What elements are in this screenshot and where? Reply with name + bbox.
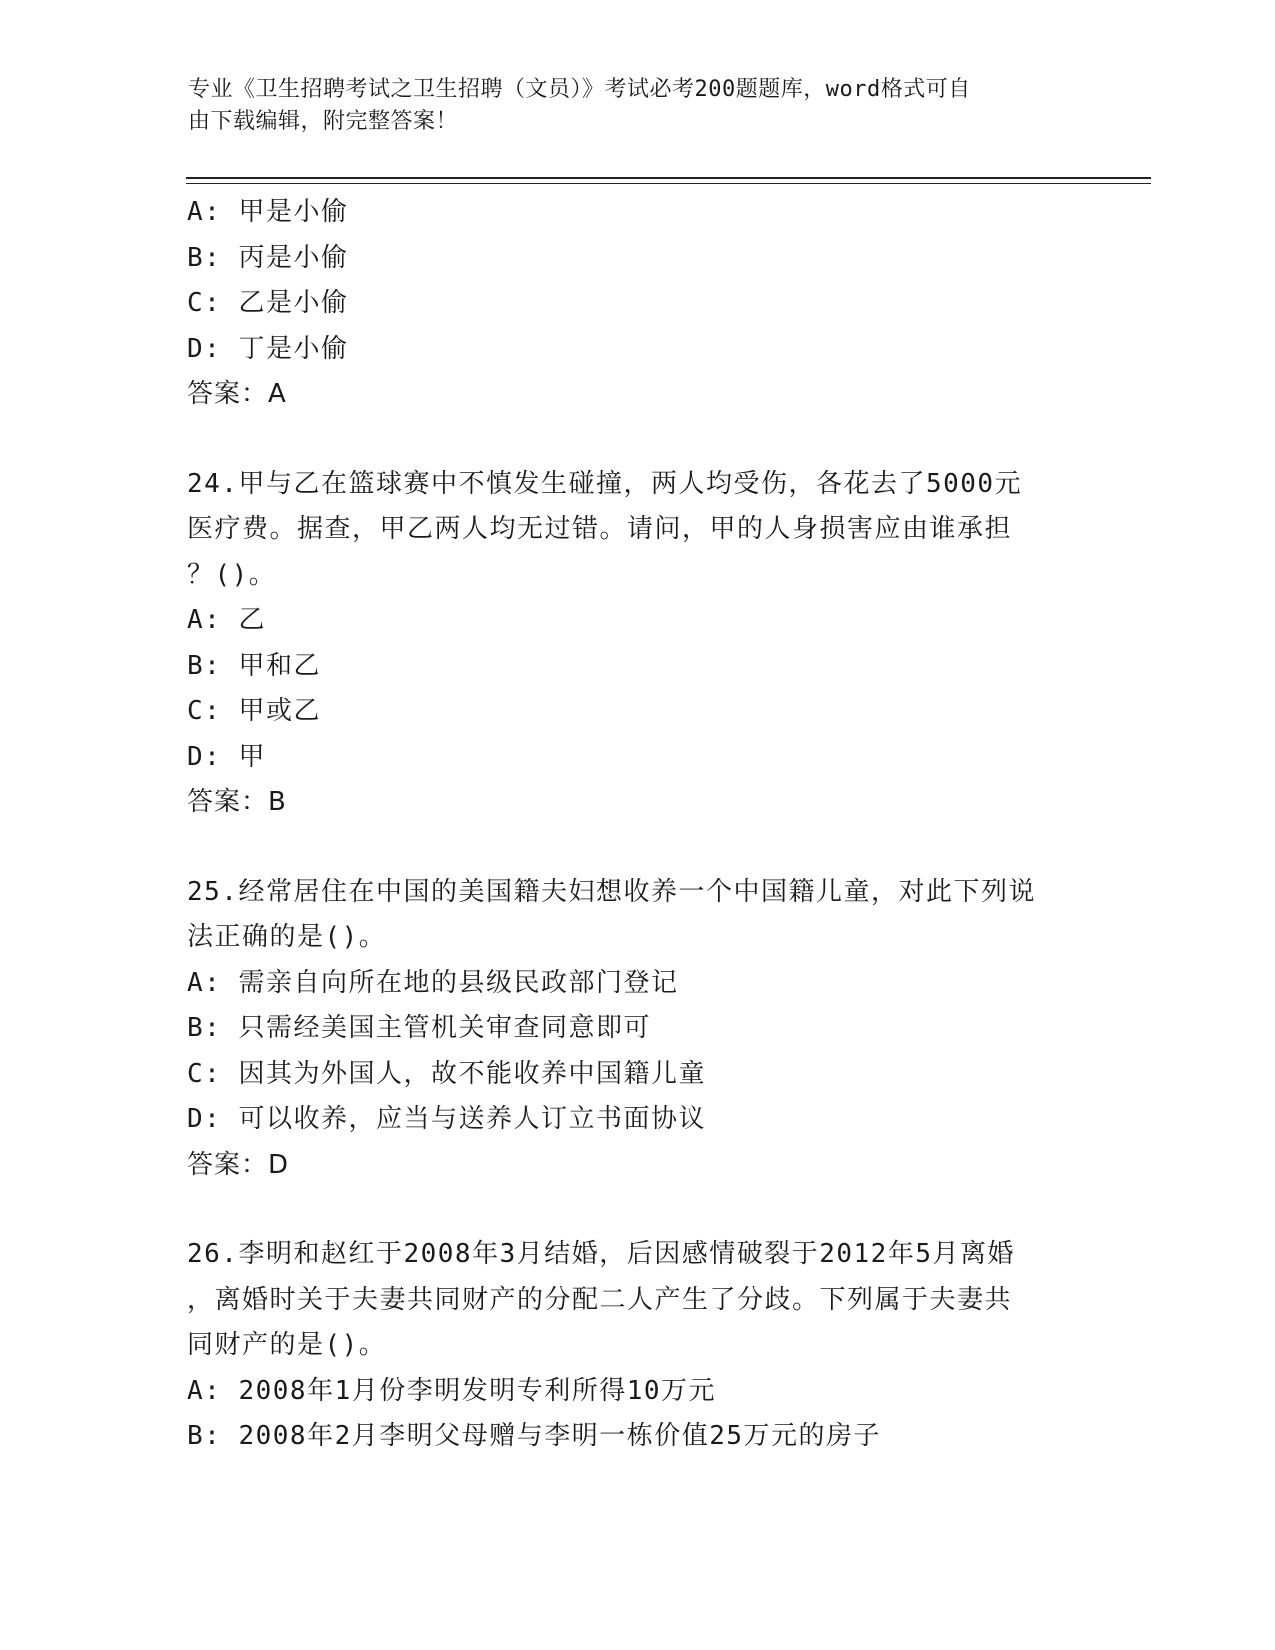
option-c: C: 乙是小偷 [187,288,349,318]
option-b: B: 丙是小偷 [187,242,349,273]
question-25 [187,870,1087,1189]
document-header [188,74,1088,138]
header-line-1: 专业《卫生招聘考试之卫生招聘（文员）》考试必考200题题库，word格式可自 [188,77,971,102]
answer: 答案：D [187,1149,290,1180]
spacer [187,1188,1087,1232]
question-24 [187,462,1087,826]
question-26 [187,1232,1087,1460]
option-d: D: 可以收养，应当与送养人订立书面协议 [187,1104,706,1134]
option-a: A: 甲是小偷 [187,197,349,227]
question-stem-line: 26.李明和赵红于2008年3月结婚，后因感情破裂于2012年5月离婚 [187,1239,1015,1269]
header-divider-thick [186,177,1151,179]
question-stem-line: 25.经常居住在中国的美国籍夫妇想收养一个中国籍儿童，对此下列说 [187,876,1036,907]
question-stem-line: ？()。 [187,559,277,590]
option-d: D: 甲 [187,741,266,772]
option-d: D: 丁是小偷 [187,333,349,364]
spacer [187,418,1087,462]
header-line-2: 由下载编辑，附完整答案！ [188,109,459,134]
option-c: C: 甲或乙 [187,696,321,726]
question-stem-line: 医疗费。据查，甲乙两人均无过错。请问，甲的人身损害应由谁承担 [187,514,1013,544]
question-23 [187,190,1087,418]
option-a: A: 需亲自向所在地的县级民政部门登记 [187,967,679,998]
answer: 答案：A [187,379,287,409]
option-b: B: 只需经美国主管机关审查同意即可 [187,1013,651,1043]
question-stem-line: 24.甲与乙在篮球赛中不慎发生碰撞，两人均受伤，各花去了5000元 [187,468,1023,499]
question-stem-line: 同财产的是()。 [187,1330,387,1360]
option-c: C: 因其为外国人，故不能收养中国籍儿童 [187,1058,706,1089]
question-stem-line: 法正确的是()。 [187,922,387,952]
question-list [187,190,1087,1460]
option-b: B: 甲和乙 [187,650,321,681]
option-b: B: 2008年2月李明父母赠与李明一栋价值25万元的房子 [187,1421,882,1451]
spacer [187,826,1087,870]
option-a: A: 乙 [187,605,266,635]
option-a: A: 2008年1月份李明发明专利所得10万元 [187,1375,717,1406]
answer: 答案：B [187,787,287,817]
question-stem-line: ，离婚时关于夫妻共同财产的分配二人产生了分歧。下列属于夫妻共 [187,1284,1013,1315]
header-divider-thin [186,183,1151,184]
